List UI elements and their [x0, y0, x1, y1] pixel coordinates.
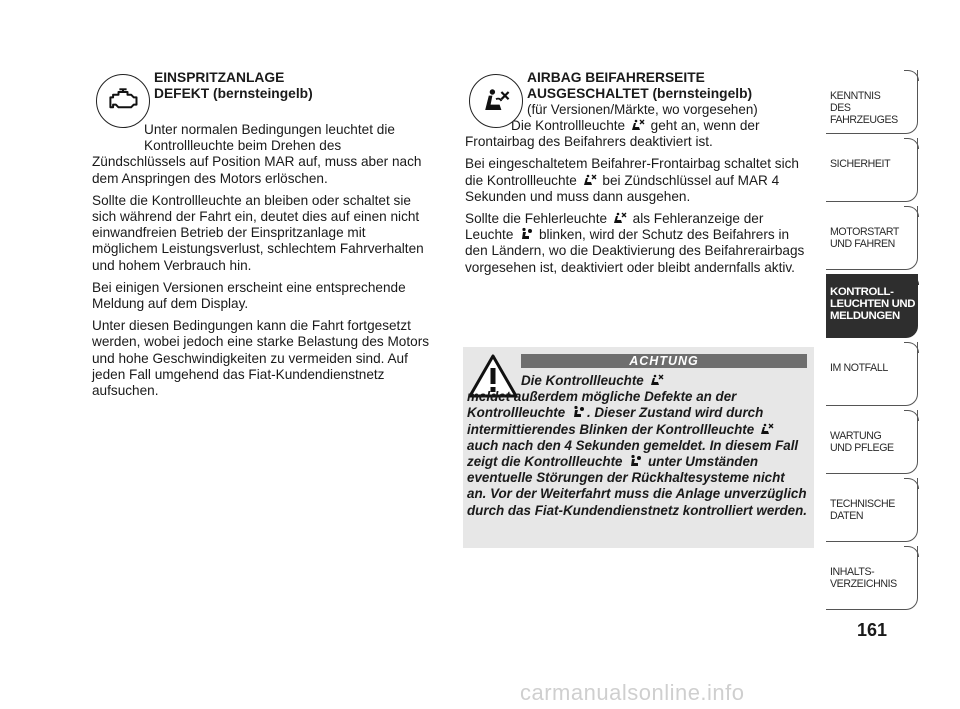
tab-kontrollleuchten[interactable] [826, 274, 918, 338]
tab-label: SICHERHEIT [830, 158, 891, 170]
passenger-airbag-off-icon [613, 211, 627, 224]
tab-inhaltsverzeichnis[interactable] [826, 546, 918, 610]
engine-warning-title-line1: EINSPRITZANLAGE [154, 70, 285, 85]
engine-p1-rest: Zündschlüssels auf Position MAR auf, muss aber nach dem Anspringen des Motors erlöschen. [92, 154, 422, 186]
tab-label: KONTROLL- [830, 286, 894, 298]
passenger-airbag-off-icon [760, 422, 774, 435]
right-column [465, 68, 813, 282]
airbag-p2-b: bei Zündschlüssel auf MAR 4 Sekunden und muss dann ausgehen. [465, 172, 780, 204]
airbag-icon [519, 227, 533, 240]
airbag-warning-subtitle: (für Versionen/Märkte, wo vorgesehen) [527, 101, 758, 117]
tab-wartung[interactable] [826, 410, 918, 474]
tab-label: VERZEICHNIS [830, 578, 897, 590]
engine-p4: Unter diesen Bedingungen kann die Fahrt fortgesetzt werden, wobei jedoch eine starke Belastung des Motors und hohe Geschwindigkeiten zu vermeiden sind. Auf jeden Fall umgehend das Fiat-Kundendienstnetz aufsuchen. [92, 318, 430, 399]
engine-warning-title-line2: DEFEKT (bernsteingelb) [154, 85, 313, 101]
left-column [92, 68, 434, 405]
tab-kenntnis[interactable] [826, 70, 918, 134]
airbag-p3-c: blinken, wird der Schutz des Beifahrers in den Ländern, wo die Deaktivierung des Beifahrerairbags vorgesehen ist, deaktiviert oder bleibt andernfalls aktiv. [465, 227, 805, 275]
airbag-icon [628, 454, 642, 467]
tab-im-notfall[interactable] [826, 342, 918, 406]
tab-label: MELDUNGEN [830, 310, 900, 322]
tab-label: INHALTS- [830, 566, 875, 578]
achtung-t4: auch nach den 4 Sekunden gemeldet. In diesem Fall zeigt die Kontrollleuchte [467, 437, 799, 470]
achtung-label: ACHTUNG [521, 354, 807, 368]
airbag-warning-title-line1: AIRBAG BEIFAHRERSEITE [527, 70, 705, 85]
engine-check-icon [96, 74, 150, 128]
passenger-airbag-off-icon [583, 173, 597, 186]
achtung-t3: . Dieser Zustand wird durch intermittierendes Blinken der Kontrollleuchte [467, 405, 764, 437]
engine-p2: Sollte die Kontrollleuchte an bleiben oder schaltet sie sich während der Fahrt ein, deutet dies auf einen nicht einwandfreien Betrieb der Einspritzanlage mit möglichem Leistungsverlust, schlechtem Fahrverhalten und hohem Verbrauch hin. [92, 192, 424, 273]
engine-warning-header [92, 68, 434, 124]
airbag-p3-b: als Fehleranzeige der Leuchte [465, 211, 764, 243]
watermark: carmanualsonline.info [520, 680, 745, 705]
tab-label: WARTUNG [830, 430, 882, 442]
airbag-p1-b: geht an, wenn der [650, 118, 760, 133]
achtung-t1: Die Kontrollleuchte [521, 373, 644, 388]
airbag-p3-a: Sollte die Fehlerleuchte [465, 211, 608, 227]
tab-label: KENNTNIS [830, 90, 881, 102]
page-number: 161 [856, 620, 888, 640]
passenger-airbag-off-icon [469, 74, 523, 128]
airbag-icon [571, 405, 585, 418]
chapter-sidebar [826, 70, 918, 614]
tab-label: DES FAHRZEUGES [830, 102, 898, 126]
tab-technische-daten[interactable] [826, 478, 918, 542]
airbag-warning-header [465, 68, 813, 124]
tab-label: DATEN [830, 510, 864, 522]
tab-label: LEUCHTEN UND [830, 298, 916, 310]
airbag-warning-title-line2: AUSGESCHALTET (bernsteingelb) [527, 85, 753, 101]
tab-label: IM NOTFALL [830, 362, 888, 374]
tab-label: UND PFLEGE [830, 442, 894, 454]
airbag-p1-a: Die Kontrollleuchte [511, 118, 626, 133]
engine-p3: Bei einigen Versionen erscheint eine entsprechende Meldung auf dem Display. [92, 279, 406, 312]
achtung-text [467, 373, 807, 519]
engine-p1-line1: Unter normalen Bedingungen leuchtet die [144, 122, 395, 137]
achtung-t5: unter Umständen eventuelle Störungen der Rückhaltesysteme nicht an. Vor der Weiterfahrt muss die Anlage unverzüglich durch das Fiat-Kundendienstnetz kontrolliert werden. [467, 454, 808, 518]
tab-label: TECHNISCHE [830, 498, 895, 510]
tab-label: MOTORSTART [830, 226, 899, 238]
airbag-p1-rest: Frontairbag des Beifahrers deaktiviert ist. [465, 134, 713, 150]
achtung-warning-box [463, 347, 814, 548]
achtung-t2: meldet außerdem mögliche Defekte an der Kontrollleuchte [467, 389, 737, 421]
tab-motorstart[interactable] [826, 206, 918, 270]
tab-label: UND FAHREN [830, 238, 895, 250]
tab-sicherheit[interactable] [826, 138, 918, 202]
engine-p1-line2: Kontrollleuchte beim Drehen des [144, 138, 342, 154]
airbag-p2-a: Bei eingeschaltetem Beifahrer-Frontairbag schaltet sich die Kontrollleuchte [465, 156, 799, 188]
passenger-airbag-off-icon [650, 373, 664, 386]
